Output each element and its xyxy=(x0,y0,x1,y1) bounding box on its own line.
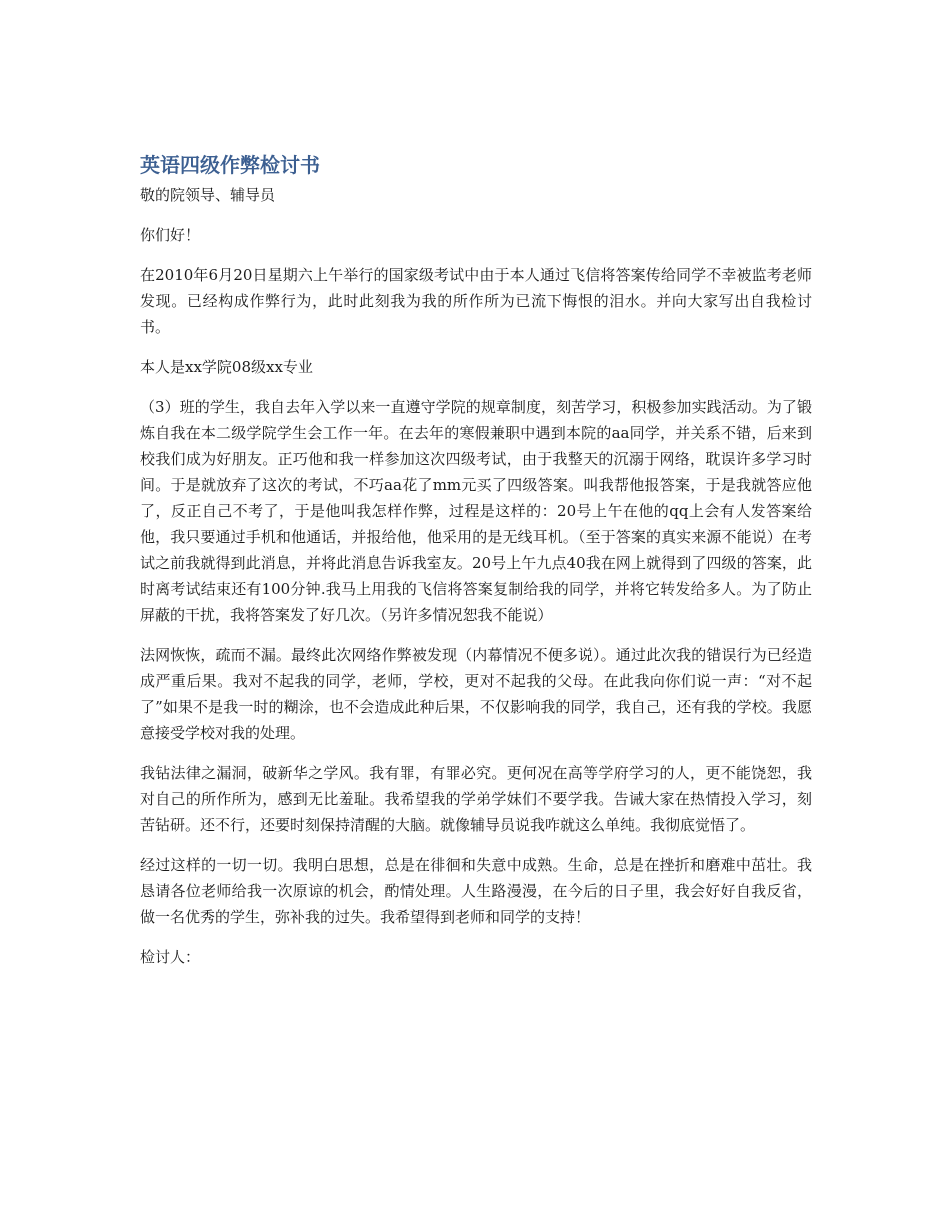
paragraph-consequences: 法网恢恢，疏而不漏。最终此次网络作弊被发现（内幕情况不便多说）。通过此次我的错误行为已经造成严重后果。我对不起我的同学，老师，学校，更对不起我的父母。在此我向你们说一声：“对不起了”如果不是我一时的糊涂，也不会造成此种后果，不仅影响我的同学，我自己，还有我的学校。我愿意接受学校对我的处理。 xyxy=(140,646,812,742)
paragraph-details: （3）班的学生，我自去年入学以来一直遵守学院的规章制度，刻苦学习，积极参加实践活动。为了锻炼自我在本二级学院学生会工作一年。在去年的寒假兼职中遇到本院的aa同学，并关系不错，后来到校我们成为好朋友。正巧他和我一样参加这次四级考试，由于我整天的沉溺于网络，耽误许多学习时间。于是就放弃了这次的考试，不巧aa花了mm元买了四级答案。叫我帮他报答案，于是我就答应他了，反正自己不考了，于是他叫我怎样作弊，过程是这样的：20号上午在他的qq上会有人发答案给他，我只要通过手机和他通话，并报给他，他采用的是无线耳机。（至于答案的真实来源不能说）在考试之前我就得到此消息，并将此消息告诉我室友。20号上午九点40我在网上就得到了四级的答案，此时离考试结束还有100分钟.我马上用我的飞信将答案复制给我的同学，并将它转发给多人。为了防止屏蔽的干扰，我将答案发了好几次。（另许多情况恕我不能说） xyxy=(140,398,812,624)
paragraph-greeting: 你们好！ xyxy=(140,226,201,244)
paragraph-incident: 在2010年6月20日星期六上午举行的国家级考试中由于本人通过飞信将答案传给同学不幸被监考老师发现。已经构成作弊行为，此时此刻我为我的所作所为已流下悔恨的泪水。并向大家写出自我检讨书。 xyxy=(140,266,812,336)
paragraph-resolution: 经过这样的一切一切。我明白思想，总是在徘徊和失意中成熟。生命，总是在挫折和磨难中茁壮。我恳请各位老师给我一次原谅的机会，酌情处理。人生路漫漫，在今后的日子里，我会好好自我反省，做一名优秀的学生，弥补我的过失。我希望得到老师和同学的支持！ xyxy=(140,856,812,926)
salutation: 敬的院领导、辅导员 xyxy=(140,186,276,204)
paragraph-reflection: 我钻法律之漏洞，破新华之学风。我有罪，有罪必究。更何况在高等学府学习的人，更不能饶恕，我对自己的所作所为，感到无比羞耻。我希望我的学弟学妹们不要学我。告诫大家在热情投入学习，刻苦钻研。还不行，还要时刻保持清醒的大脑。就像辅导员说我咋就这么单纯。我彻底觉悟了。 xyxy=(140,764,812,834)
document-title: 英语四级作弊检讨书 xyxy=(140,153,320,177)
document-body xyxy=(140,148,812,984)
signature-line: 检讨人： xyxy=(140,948,201,966)
paragraph-identity: 本人是xx学院08级xx专业 xyxy=(140,358,313,376)
